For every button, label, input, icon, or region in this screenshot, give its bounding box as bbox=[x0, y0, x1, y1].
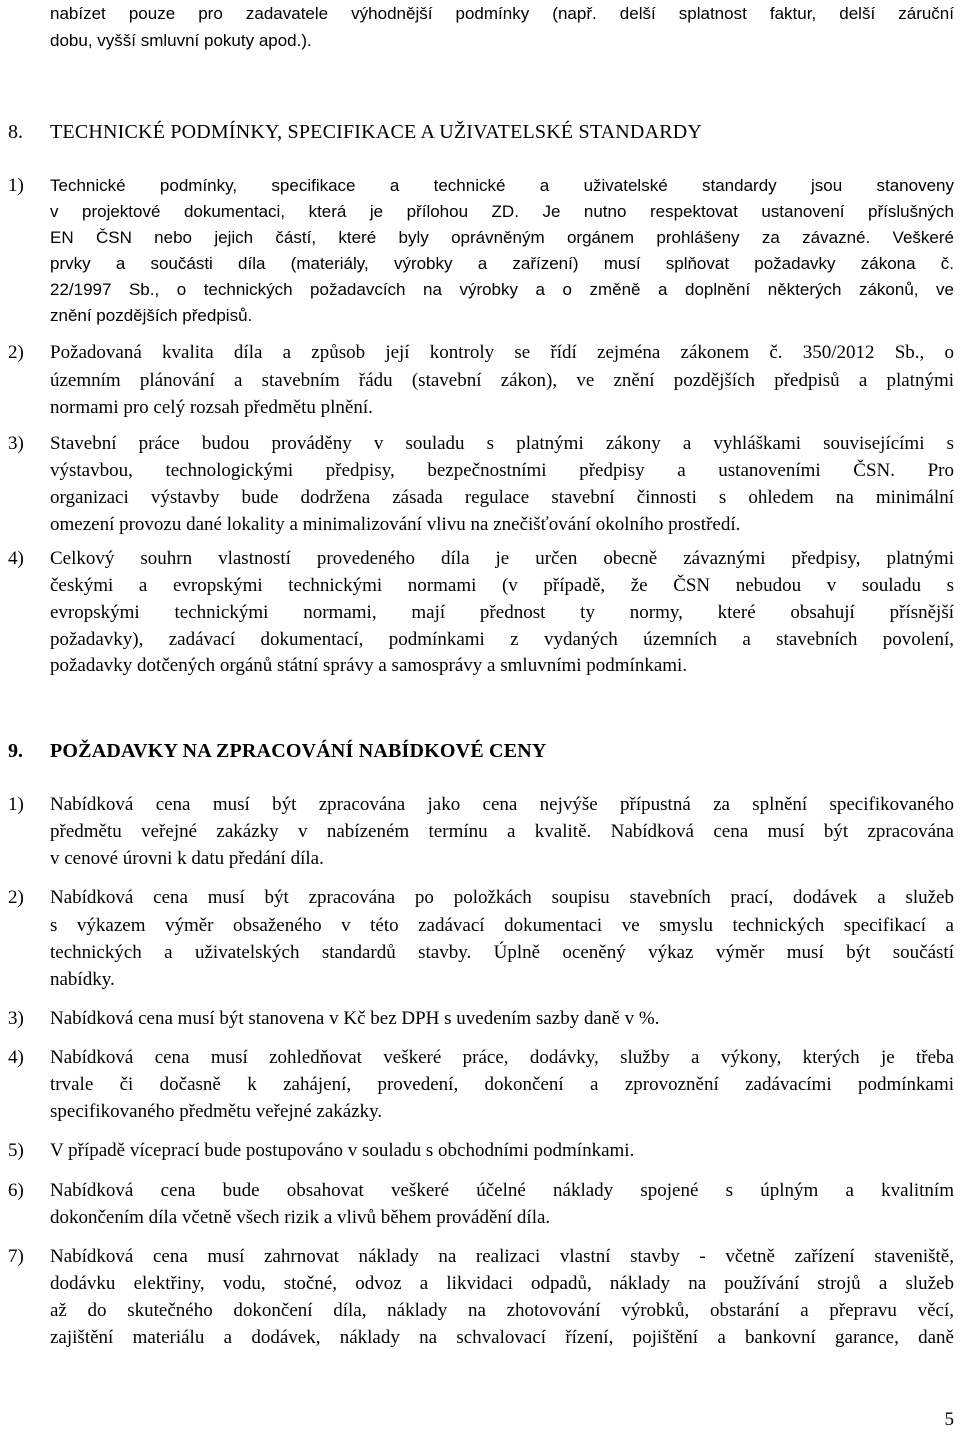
page-number: 5 bbox=[944, 1409, 954, 1430]
list-item-line: až do skutečného dokončení díla, náklady na zhotovování výrobků, obstarání a přepravu věcí, bbox=[50, 1300, 954, 1321]
list-item: 3) Stavební práce budou prováděny v souladu s platnými zákony a vyhláškami souvisejícími s bbox=[8, 433, 954, 454]
list-item: 2) Požadovaná kvalita díla a způsob její kontroly se řídí zejména zákonem č. 350/2012 Sb., o bbox=[8, 342, 954, 363]
list-item: 3) Nabídková cena musí být stanovena v Kč bez DPH s uvedením sazby daně v %. bbox=[8, 1008, 660, 1029]
list-item-line: zajištění materiálu a dodávek, náklady na schvalovací řízení, pojištění a bankovní garance, daně bbox=[50, 1327, 954, 1348]
list-item-line: požadavky dotčených orgánů státní správy a samosprávy a smluvními podmínkami. bbox=[50, 655, 688, 676]
list-item-line: evropskými technickými normami, mají přednost ty normy, které obsahují přísnější bbox=[50, 602, 954, 623]
section-8-title: TECHNICKÉ PODMÍNKY, SPECIFIKACE A UŽIVATELSKÉ STANDARDY bbox=[50, 121, 703, 143]
section-8-number: 8. bbox=[8, 121, 23, 143]
intro-line-1: nabízet pouze pro zadavatele výhodnější podmínky (např. delší splatnost faktur, delší záruční bbox=[50, 4, 954, 23]
list-item-line: znění pozdějších předpisů. bbox=[50, 306, 253, 325]
list-item-line: normami pro celý rozsah předmětu plnění. bbox=[50, 397, 373, 418]
list-item-line: územním plánování a stavebním řádu (stavební zákon), ve znění pozdějších předpisů a platnými bbox=[50, 370, 954, 391]
list-item-line: dodávku elektřiny, vodu, stočné, odvoz a likvidaci odpadů, náklady na používání strojů a služeb bbox=[50, 1273, 954, 1294]
section-9-title: POŽADAVKY NA ZPRACOVÁNÍ NABÍDKOVÉ CENY bbox=[50, 740, 547, 762]
list-item-line: nabídky. bbox=[50, 969, 115, 990]
list-item-line: v projektové dokumentaci, která je přílohou ZD. Je nutno respektovat ustanovení příslušných bbox=[50, 202, 954, 221]
list-item-line: s výkazem výměr obsaženého v této zadávací dokumentaci ve smyslu technických specifikací a bbox=[50, 915, 954, 936]
list-item: 6) Nabídková cena bude obsahovat veškeré účelné náklady spojené s úplným a kvalitním bbox=[8, 1180, 954, 1201]
list-item: 2) Nabídková cena musí být zpracována po položkách soupisu stavebních prací, dodávek a služeb bbox=[8, 887, 954, 908]
list-item: 4) Celkový souhrn vlastností provedeného díla je určen obecně závaznými předpisy, platnými bbox=[8, 548, 954, 569]
list-item-line: v cenové úrovni k datu předání díla. bbox=[50, 848, 324, 869]
list-item-line: dokončením díla včetně všech rizik a vlivů během provádění díla. bbox=[50, 1207, 551, 1228]
list-item-line: organizaci výstavby bude dodržena zásada regulace stavební činnosti s ohledem na minimální bbox=[50, 487, 954, 508]
list-item-line: technických a uživatelských standardů stavby. Úplně oceněný výkaz výměr musí být součástí bbox=[50, 942, 954, 963]
list-item-line: omezení provozu dané lokality a minimalizování vlivu na znečišťování okolního prostředí. bbox=[50, 514, 741, 535]
section-9-heading bbox=[0, 737, 960, 765]
list-item-line: specifikovaného předmětu veřejné zakázky. bbox=[50, 1101, 383, 1122]
list-item-line: výstavbou, technologickými předpisy, bezpečnostními předpisy a ustanoveními ČSN. Pro bbox=[50, 460, 954, 481]
list-item-line: 22/1997 Sb., o technických požadavcích na výrobky a o změně a doplnění některých zákonů, ve bbox=[50, 280, 954, 299]
list-item-line: požadavky), zadávací dokumentací, podmínkami z vydaných územních a stavebních povolení, bbox=[50, 629, 954, 650]
list-item: 7) Nabídková cena musí zahrnovat náklady na realizaci vlastní stavby - včetně zařízení staveniště, bbox=[8, 1246, 954, 1267]
section-8-heading bbox=[0, 118, 960, 146]
list-item-line: EN ČSN nebo jejich částí, které byly oprávněným orgánem prohlášeny za závazné. Veškeré bbox=[50, 228, 954, 247]
list-item-line: trvale či dočasně k zahájení, provedení, dokončení a zprovoznění zadávacími podmínkami bbox=[50, 1074, 954, 1095]
list-item-line: předmětu veřejné zakázky v nabízeném termínu a kvalitě. Nabídková cena musí být zpracována bbox=[50, 821, 954, 842]
list-item: 5) V případě víceprací bude postupováno v souladu s obchodními podmínkami. bbox=[8, 1140, 635, 1161]
list-item: 1) Technické podmínky, specifikace a technické a uživatelské standardy jsou stanoveny bbox=[8, 175, 954, 196]
list-item: 4) Nabídková cena musí zohledňovat veškeré práce, dodávky, služby a výkony, kterých je třeba bbox=[8, 1047, 954, 1068]
intro-line-2: dobu, vyšší smluvní pokuty apod.). bbox=[50, 31, 312, 50]
list-item-line: českými a evropskými technickými normami (v případě, že ČSN nebudou v souladu s bbox=[50, 575, 954, 596]
list-item-line: prvky a součásti díla (materiály, výrobky a zařízení) musí splňovat požadavky zákona č. bbox=[50, 254, 954, 273]
section-9-number: 9. bbox=[8, 740, 23, 762]
list-item: 1) Nabídková cena musí být zpracována jako cena nejvýše přípustná za splnění specifikovaného bbox=[8, 794, 954, 815]
